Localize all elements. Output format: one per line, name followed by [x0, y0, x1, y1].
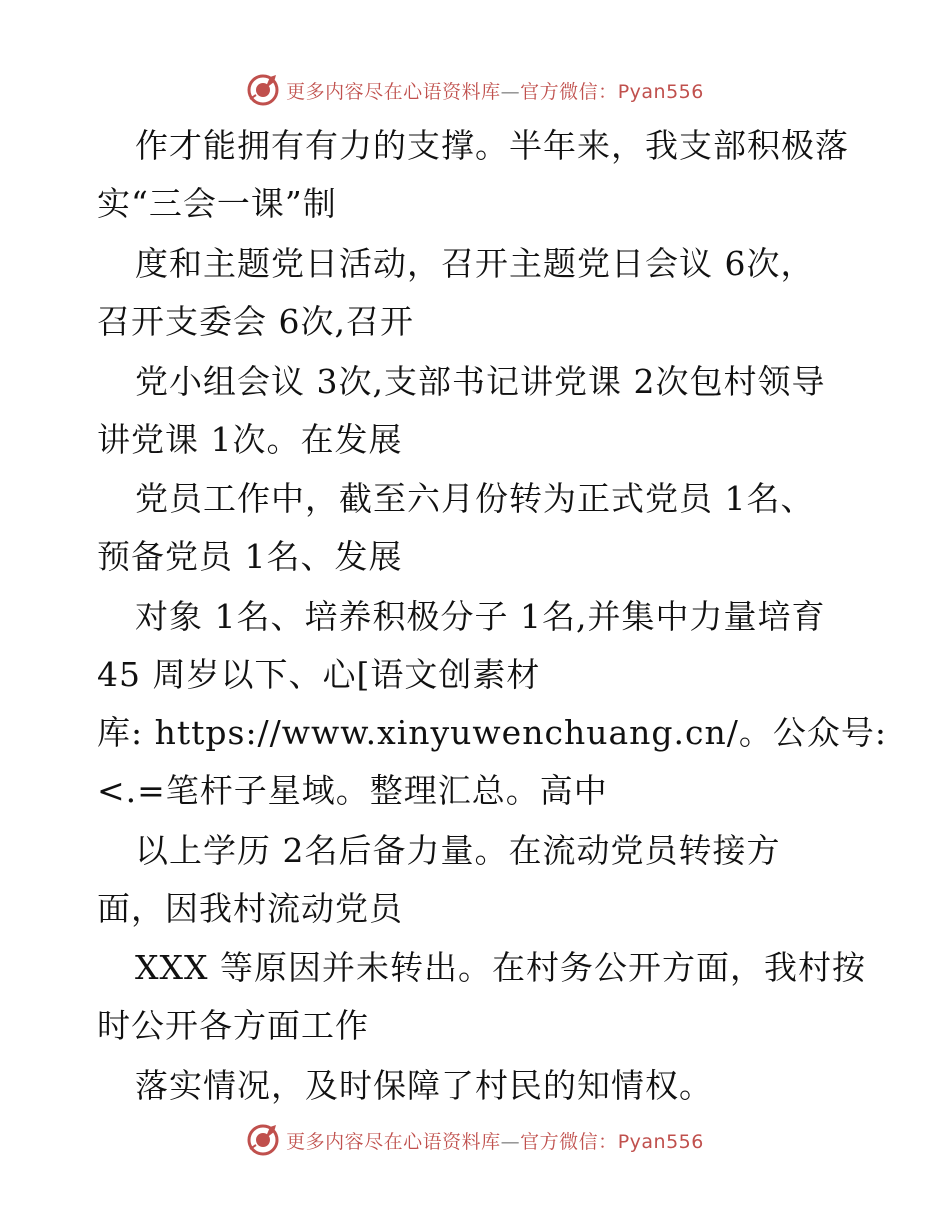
header-watermark [0, 70, 950, 110]
body-line: 党员工作中，截至六月份转为正式党员 1名、 [135, 479, 815, 518]
body-line: <.=笔杆子星域。整理汇总。高中 [97, 771, 608, 810]
body-line: 作才能拥有有力的支撑。半年来，我支部积极落 [135, 126, 849, 165]
body-line: 度和主题党日活动，召开主题党日会议 6次， [135, 244, 815, 283]
footer-watermark [0, 1120, 950, 1160]
quill-seal-logo-icon [246, 1123, 280, 1157]
body-line: 召开支委会 6次,召开 [97, 302, 414, 341]
body-line: 库: https://www.xinyuwenchuang.cn/。公众号: [97, 713, 887, 752]
quill-seal-logo-icon [246, 73, 280, 107]
body-line: 对象 1名、培养积极分子 1名,并集中力量培育 [135, 597, 826, 636]
body-line: 45 周岁以下、心[语文创素材 [97, 655, 541, 694]
body-line: 党小组会议 3次,支部书记讲党课 2次包村领导 [135, 362, 826, 401]
watermark-wechat-id: Pyan556 [617, 1130, 704, 1153]
body-line: 实“三会一课”制 [97, 184, 337, 223]
body-line: 面，因我村流动党员 [97, 889, 403, 928]
body-line: 落实情况，及时保障了村民的知情权。 [135, 1066, 713, 1105]
watermark-text: 更多内容尽在心语资料库 [286, 1130, 501, 1153]
watermark-separator: — [500, 1130, 521, 1153]
body-line: 预备党员 1名、发展 [97, 537, 403, 576]
watermark-wechat-label: 官方微信： [520, 80, 618, 103]
body-line: 讲党课 1次。在发展 [97, 420, 403, 459]
body-line: XXX 等原因并未转出。在村务公开方面，我村按 [135, 948, 866, 987]
watermark-wechat-id: Pyan556 [617, 80, 704, 103]
watermark-separator: — [500, 80, 521, 103]
watermark-text: 更多内容尽在心语资料库 [286, 80, 501, 103]
body-line: 时公开各方面工作 [97, 1006, 369, 1045]
body-line: 以上学历 2名后备力量。在流动党员转接方 [135, 831, 781, 870]
watermark-wechat-label: 官方微信： [520, 1130, 618, 1153]
